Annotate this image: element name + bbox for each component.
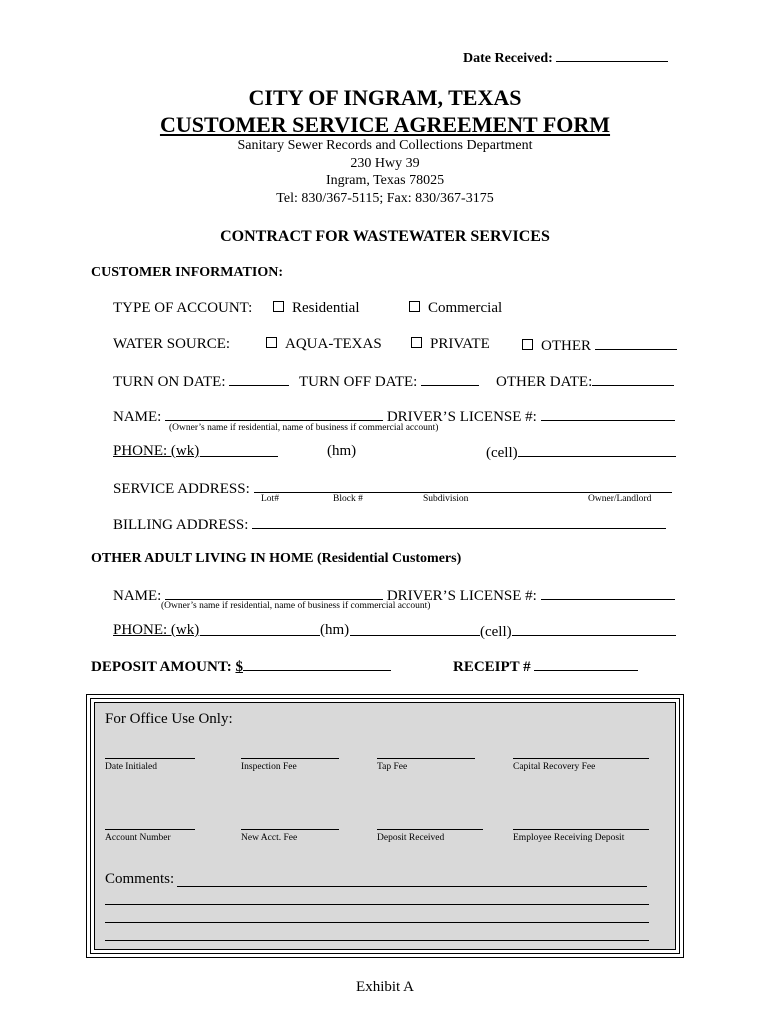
adult-phone-wk-field[interactable] <box>200 635 320 636</box>
adult-owner-note: (Owner’s name if residential, name of business if commercial account) <box>161 601 431 611</box>
office-field-new-acct-fee[interactable]: New Acct. Fee <box>241 829 339 843</box>
billing-address-label: BILLING ADDRESS: <box>113 517 249 533</box>
residential-label: Residential <box>292 300 360 316</box>
commercial-label: Commercial <box>428 300 503 316</box>
customer-dl-field[interactable] <box>541 407 675 421</box>
commercial-option[interactable] <box>409 300 502 317</box>
date-received-label: Date Received: <box>463 51 553 66</box>
other-date-field[interactable] <box>592 372 674 386</box>
private-label: PRIVATE <box>430 336 490 352</box>
billing-address <box>113 515 666 534</box>
address-line-1: 230 Hwy 39 <box>350 156 420 171</box>
customer-info-heading: CUSTOMER INFORMATION: <box>91 265 283 280</box>
telephone: Tel: 830/367-5115; Fax: 830/367-3175 <box>276 191 494 206</box>
office-use-heading: For Office Use Only: <box>105 711 233 727</box>
aqua-texas-checkbox[interactable] <box>266 337 277 348</box>
billing-address-field[interactable] <box>252 515 666 529</box>
phone-wk-label: PHONE: (wk) <box>113 443 200 459</box>
office-use-box <box>86 694 684 958</box>
office-field-date-initialed[interactable]: Date Initialed <box>105 758 195 772</box>
receipt-label: RECEIPT # <box>453 659 531 675</box>
phone-wk-field[interactable] <box>200 456 278 457</box>
contract-title: CONTRACT FOR WASTEWATER SERVICES <box>220 228 550 245</box>
residential-checkbox[interactable] <box>273 301 284 312</box>
aqua-texas-label: AQUA-TEXAS <box>285 336 382 352</box>
phone-cell-label: (cell) <box>486 445 518 461</box>
office-field-deposit-received[interactable]: Deposit Received <box>377 829 483 843</box>
turn-off-date <box>299 372 479 391</box>
customer-name-label: NAME: <box>113 409 162 425</box>
exhibit-label: Exhibit A <box>356 979 414 995</box>
receipt-field[interactable] <box>534 657 638 671</box>
adult-phone-hm-field[interactable] <box>350 635 480 636</box>
receipt <box>453 657 638 676</box>
service-address-field[interactable] <box>254 479 672 493</box>
phone-cell <box>486 443 676 462</box>
phone-hm-label: (hm) <box>327 443 357 459</box>
date-received-field[interactable] <box>556 48 668 62</box>
office-field-capital-recovery-fee[interactable]: Capital Recovery Fee <box>513 758 649 772</box>
office-use-panel <box>94 702 676 950</box>
turn-off-label: TURN OFF DATE: <box>299 374 418 390</box>
comments-line-2[interactable] <box>105 904 649 905</box>
deposit-amount-label: DEPOSIT AMOUNT: <box>91 659 232 675</box>
other-adult-heading: OTHER ADULT LIVING IN HOME (Residential Customers) <box>91 551 462 566</box>
type-of-account-label: TYPE OF ACCOUNT: <box>113 300 253 316</box>
private-option[interactable] <box>411 336 490 353</box>
adult-phone-wk-label: PHONE: (wk) <box>113 622 200 638</box>
turn-on-label: TURN ON DATE: <box>113 374 226 390</box>
block-label: Block # <box>333 494 363 504</box>
other-date-label: OTHER DATE: <box>496 374 593 390</box>
owner-landlord-label: Owner/Landlord <box>588 494 652 504</box>
office-field-account-number[interactable]: Account Number <box>105 829 195 843</box>
deposit-amount <box>91 657 391 676</box>
deposit-amount-field[interactable] <box>243 657 391 671</box>
comments-label: Comments: <box>105 871 175 887</box>
adult-phone-cell-label: (cell) <box>480 624 512 640</box>
other-water-field[interactable] <box>595 336 677 350</box>
adult-phone <box>113 622 199 639</box>
phone-cell-field[interactable] <box>518 443 676 457</box>
service-address-label: SERVICE ADDRESS: <box>113 481 250 497</box>
adult-name-label: NAME: <box>113 588 162 604</box>
customer-phone <box>113 443 199 460</box>
turn-off-field[interactable] <box>421 372 479 386</box>
other-checkbox[interactable] <box>522 339 533 350</box>
comments-line-3[interactable] <box>105 922 649 923</box>
date-received <box>463 48 668 67</box>
office-field-inspection-fee[interactable]: Inspection Fee <box>241 758 339 772</box>
residential-option[interactable] <box>273 300 360 317</box>
adult-dl-label: DRIVER’S LICENSE #: <box>386 588 537 604</box>
other-option[interactable] <box>522 336 677 355</box>
other-date <box>496 372 674 391</box>
deposit-dollar: $ <box>235 659 243 675</box>
other-label: OTHER <box>541 338 591 354</box>
comments-line-4[interactable] <box>105 940 649 941</box>
adult-phone-cell-field[interactable] <box>512 622 676 636</box>
lot-label: Lot# <box>261 494 279 504</box>
aqua-texas-option[interactable] <box>266 336 382 353</box>
turn-on-field[interactable] <box>229 372 289 386</box>
private-checkbox[interactable] <box>411 337 422 348</box>
adult-dl-field[interactable] <box>541 586 675 600</box>
commercial-checkbox[interactable] <box>409 301 420 312</box>
title-line-2: CUSTOMER SERVICE AGREEMENT FORM <box>159 112 611 137</box>
adult-phone-hm-label: (hm) <box>320 622 350 638</box>
office-field-tap-fee[interactable]: Tap Fee <box>377 758 475 772</box>
water-source-label: WATER SOURCE: <box>113 336 231 352</box>
office-field-employee-receiving-deposit[interactable]: Employee Receiving Deposit <box>513 829 649 843</box>
title-line-1: CITY OF INGRAM, TEXAS <box>248 85 522 110</box>
subdivision-label: Subdivision <box>423 494 469 504</box>
address-line-2: Ingram, Texas 78025 <box>325 173 445 188</box>
customer-dl-label: DRIVER’S LICENSE #: <box>386 409 537 425</box>
turn-on-date <box>113 372 289 391</box>
customer-name-field[interactable] <box>165 407 383 421</box>
comments-line-1[interactable] <box>177 886 647 887</box>
customer-owner-note: (Owner’s name if residential, name of business if commercial account) <box>169 423 439 433</box>
adult-name-field[interactable] <box>165 586 383 600</box>
department: Sanitary Sewer Records and Collections Department <box>237 138 533 153</box>
adult-phone-cell <box>480 622 676 641</box>
